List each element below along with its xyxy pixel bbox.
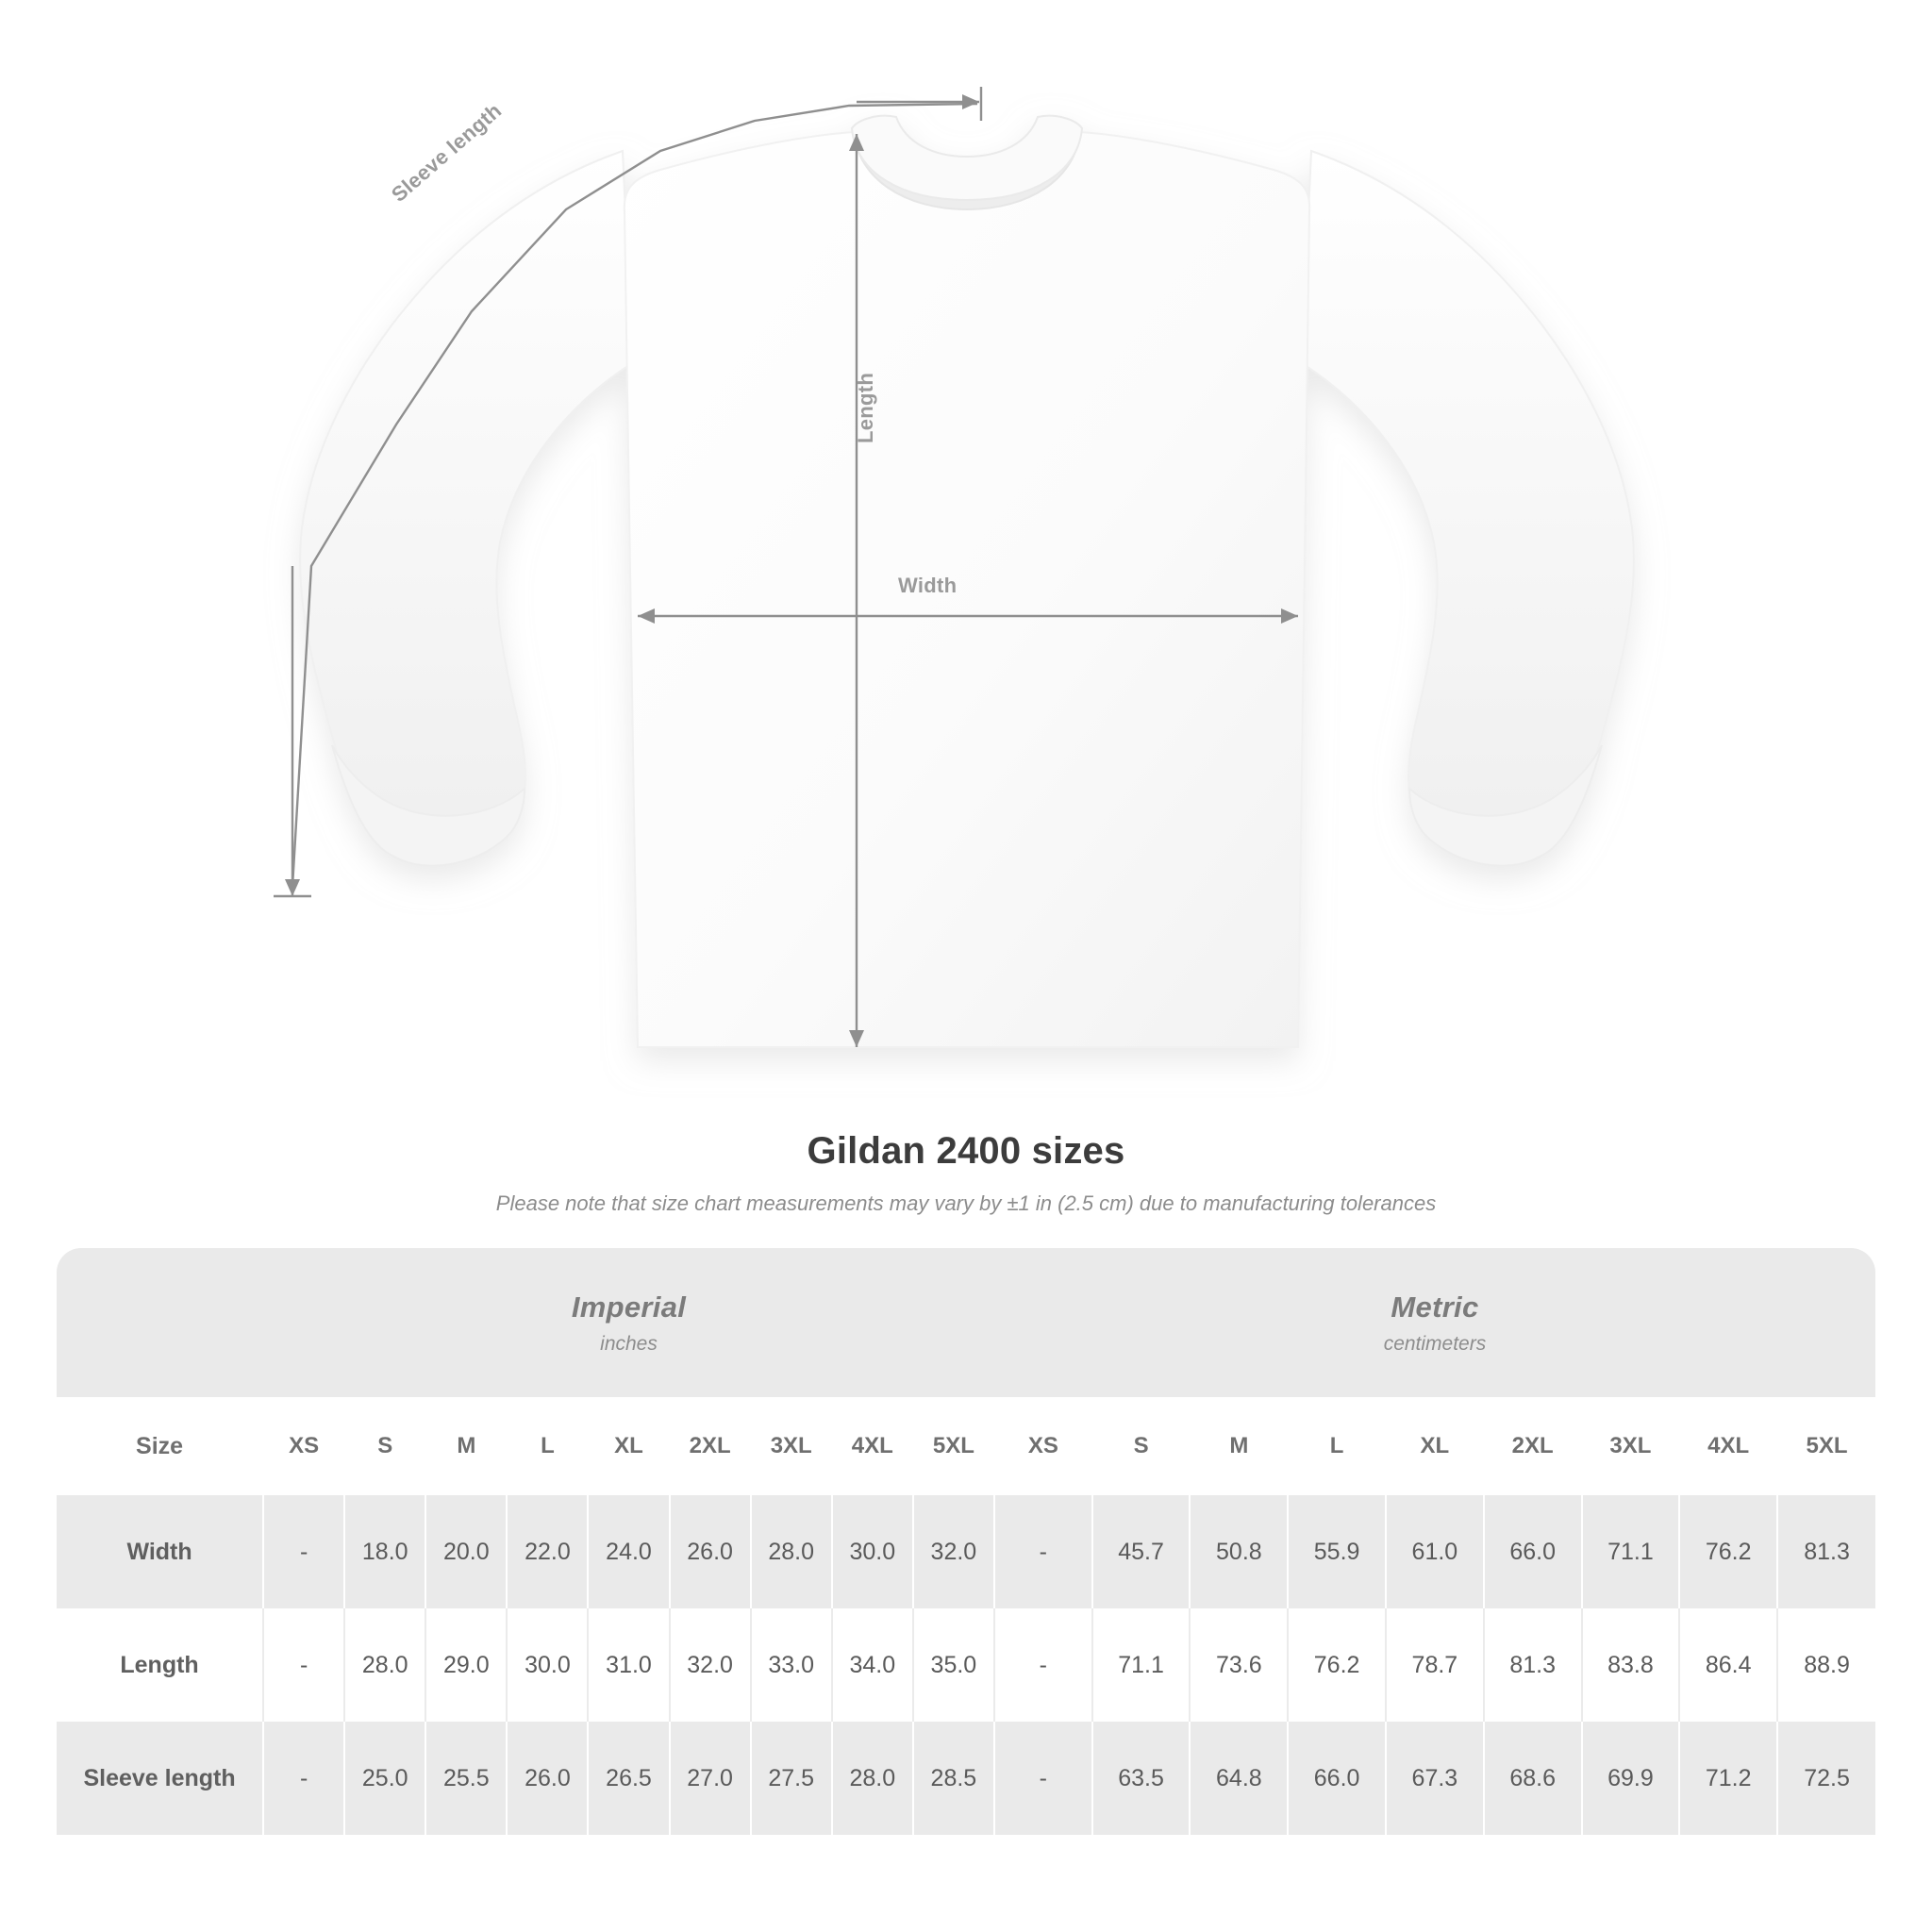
column-header-met-l: L bbox=[1288, 1397, 1386, 1495]
cell-sleeve-met-2xl: 68.6 bbox=[1484, 1722, 1582, 1835]
unit-sub-metric: centimeters bbox=[1383, 1332, 1487, 1355]
cell-width-met-xs: - bbox=[994, 1495, 1092, 1608]
unit-name-imperial: Imperial bbox=[571, 1290, 687, 1324]
cell-width-imp-l: 22.0 bbox=[507, 1495, 588, 1608]
cell-length-imp-m: 29.0 bbox=[425, 1608, 507, 1722]
cell-sleeve-imp-s: 25.0 bbox=[344, 1722, 425, 1835]
cell-length-imp-4xl: 34.0 bbox=[832, 1608, 913, 1722]
cell-sleeve-imp-2xl: 27.0 bbox=[670, 1722, 751, 1835]
column-header-met-5xl: 5XL bbox=[1777, 1397, 1875, 1495]
title-block bbox=[0, 1130, 1932, 1216]
sleeve-length-dimension-label: Sleeve length bbox=[387, 98, 507, 207]
cell-width-met-m: 50.8 bbox=[1190, 1495, 1288, 1608]
column-header-imp-xl: XL bbox=[588, 1397, 669, 1495]
cell-sleeve-imp-m: 25.5 bbox=[425, 1722, 507, 1835]
column-header-met-xs: XS bbox=[994, 1397, 1092, 1495]
cell-sleeve-imp-xs: - bbox=[263, 1722, 344, 1835]
cell-length-met-l: 76.2 bbox=[1288, 1608, 1386, 1722]
size-chart-table bbox=[57, 1248, 1875, 1835]
unit-band-imperial bbox=[263, 1248, 994, 1397]
column-header-imp-l: L bbox=[507, 1397, 588, 1495]
width-dimension-label: Width bbox=[898, 574, 958, 597]
cell-length-met-3xl: 83.8 bbox=[1582, 1608, 1680, 1722]
column-header-met-3xl: 3XL bbox=[1582, 1397, 1680, 1495]
table-row bbox=[57, 1722, 1875, 1835]
cell-width-met-5xl: 81.3 bbox=[1777, 1495, 1875, 1608]
cell-sleeve-met-4xl: 71.2 bbox=[1679, 1722, 1777, 1835]
cell-length-imp-xs: - bbox=[263, 1608, 344, 1722]
unit-band-spacer bbox=[57, 1248, 263, 1397]
cell-width-met-l: 55.9 bbox=[1288, 1495, 1386, 1608]
cell-length-imp-5xl: 35.0 bbox=[913, 1608, 994, 1722]
cell-sleeve-met-s: 63.5 bbox=[1092, 1722, 1191, 1835]
cell-sleeve-met-5xl: 72.5 bbox=[1777, 1722, 1875, 1835]
cell-length-met-4xl: 86.4 bbox=[1679, 1608, 1777, 1722]
row-header-sleeve-length: Sleeve length bbox=[57, 1722, 263, 1835]
row-header-length: Length bbox=[57, 1608, 263, 1722]
column-header-met-s: S bbox=[1092, 1397, 1191, 1495]
cell-length-met-xl: 78.7 bbox=[1386, 1608, 1484, 1722]
cell-width-imp-s: 18.0 bbox=[344, 1495, 425, 1608]
cell-length-imp-s: 28.0 bbox=[344, 1608, 425, 1722]
cell-length-imp-l: 30.0 bbox=[507, 1608, 588, 1722]
cell-length-imp-3xl: 33.0 bbox=[751, 1608, 832, 1722]
cell-length-met-2xl: 81.3 bbox=[1484, 1608, 1582, 1722]
cell-width-imp-2xl: 26.0 bbox=[670, 1495, 751, 1608]
cell-width-imp-m: 20.0 bbox=[425, 1495, 507, 1608]
cell-width-imp-xs: - bbox=[263, 1495, 344, 1608]
cell-sleeve-imp-3xl: 27.5 bbox=[751, 1722, 832, 1835]
column-header-imp-m: M bbox=[425, 1397, 507, 1495]
cell-sleeve-met-m: 64.8 bbox=[1190, 1722, 1288, 1835]
table-row bbox=[57, 1495, 1875, 1608]
row-header-width: Width bbox=[57, 1495, 263, 1608]
cell-sleeve-met-xl: 67.3 bbox=[1386, 1722, 1484, 1835]
tolerance-note: Please note that size chart measurements may vary by ±1 in (2.5 cm) due to manufacturing tolerances bbox=[495, 1191, 1437, 1215]
cell-sleeve-imp-l: 26.0 bbox=[507, 1722, 588, 1835]
length-dimension-label: Length bbox=[854, 372, 877, 443]
size-chart-table-wrapper bbox=[57, 1248, 1875, 1835]
cell-sleeve-met-xs: - bbox=[994, 1722, 1092, 1835]
cell-width-imp-xl: 24.0 bbox=[588, 1495, 669, 1608]
shirt-body-shape bbox=[300, 116, 1634, 1047]
column-header-imp-s: S bbox=[344, 1397, 425, 1495]
column-header-met-m: M bbox=[1190, 1397, 1288, 1495]
unit-band-metric bbox=[994, 1248, 1875, 1397]
cell-width-met-2xl: 66.0 bbox=[1484, 1495, 1582, 1608]
cell-length-met-s: 71.1 bbox=[1092, 1608, 1191, 1722]
cell-length-imp-xl: 31.0 bbox=[588, 1608, 669, 1722]
column-header-imp-4xl: 4XL bbox=[832, 1397, 913, 1495]
table-row bbox=[57, 1608, 1875, 1722]
cell-width-imp-4xl: 30.0 bbox=[832, 1495, 913, 1608]
cell-sleeve-imp-xl: 26.5 bbox=[588, 1722, 669, 1835]
cell-sleeve-met-3xl: 69.9 bbox=[1582, 1722, 1680, 1835]
unit-sub-imperial: inches bbox=[600, 1332, 658, 1355]
cell-sleeve-imp-4xl: 28.0 bbox=[832, 1722, 913, 1835]
cell-width-met-xl: 61.0 bbox=[1386, 1495, 1484, 1608]
column-header-imp-3xl: 3XL bbox=[751, 1397, 832, 1495]
unit-name-metric: Metric bbox=[1391, 1290, 1479, 1324]
cell-length-met-m: 73.6 bbox=[1190, 1608, 1288, 1722]
cell-width-met-3xl: 71.1 bbox=[1582, 1495, 1680, 1608]
cell-length-imp-2xl: 32.0 bbox=[670, 1608, 751, 1722]
column-header-imp-xs: XS bbox=[263, 1397, 344, 1495]
cell-width-imp-3xl: 28.0 bbox=[751, 1495, 832, 1608]
column-header-size: Size bbox=[57, 1397, 263, 1495]
cell-sleeve-met-l: 66.0 bbox=[1288, 1722, 1386, 1835]
column-header-imp-5xl: 5XL bbox=[913, 1397, 994, 1495]
column-header-met-4xl: 4XL bbox=[1679, 1397, 1777, 1495]
cell-length-met-5xl: 88.9 bbox=[1777, 1608, 1875, 1722]
page-title: Gildan 2400 sizes bbox=[807, 1130, 1125, 1172]
column-header-met-xl: XL bbox=[1386, 1397, 1484, 1495]
unit-band-row bbox=[57, 1248, 1875, 1397]
cell-width-met-4xl: 76.2 bbox=[1679, 1495, 1777, 1608]
cell-sleeve-imp-5xl: 28.5 bbox=[913, 1722, 994, 1835]
table-header-row bbox=[57, 1397, 1875, 1495]
column-header-met-2xl: 2XL bbox=[1484, 1397, 1582, 1495]
column-header-imp-2xl: 2XL bbox=[670, 1397, 751, 1495]
cell-width-met-s: 45.7 bbox=[1092, 1495, 1191, 1608]
cell-width-imp-5xl: 32.0 bbox=[913, 1495, 994, 1608]
cell-length-met-xs: - bbox=[994, 1608, 1092, 1722]
